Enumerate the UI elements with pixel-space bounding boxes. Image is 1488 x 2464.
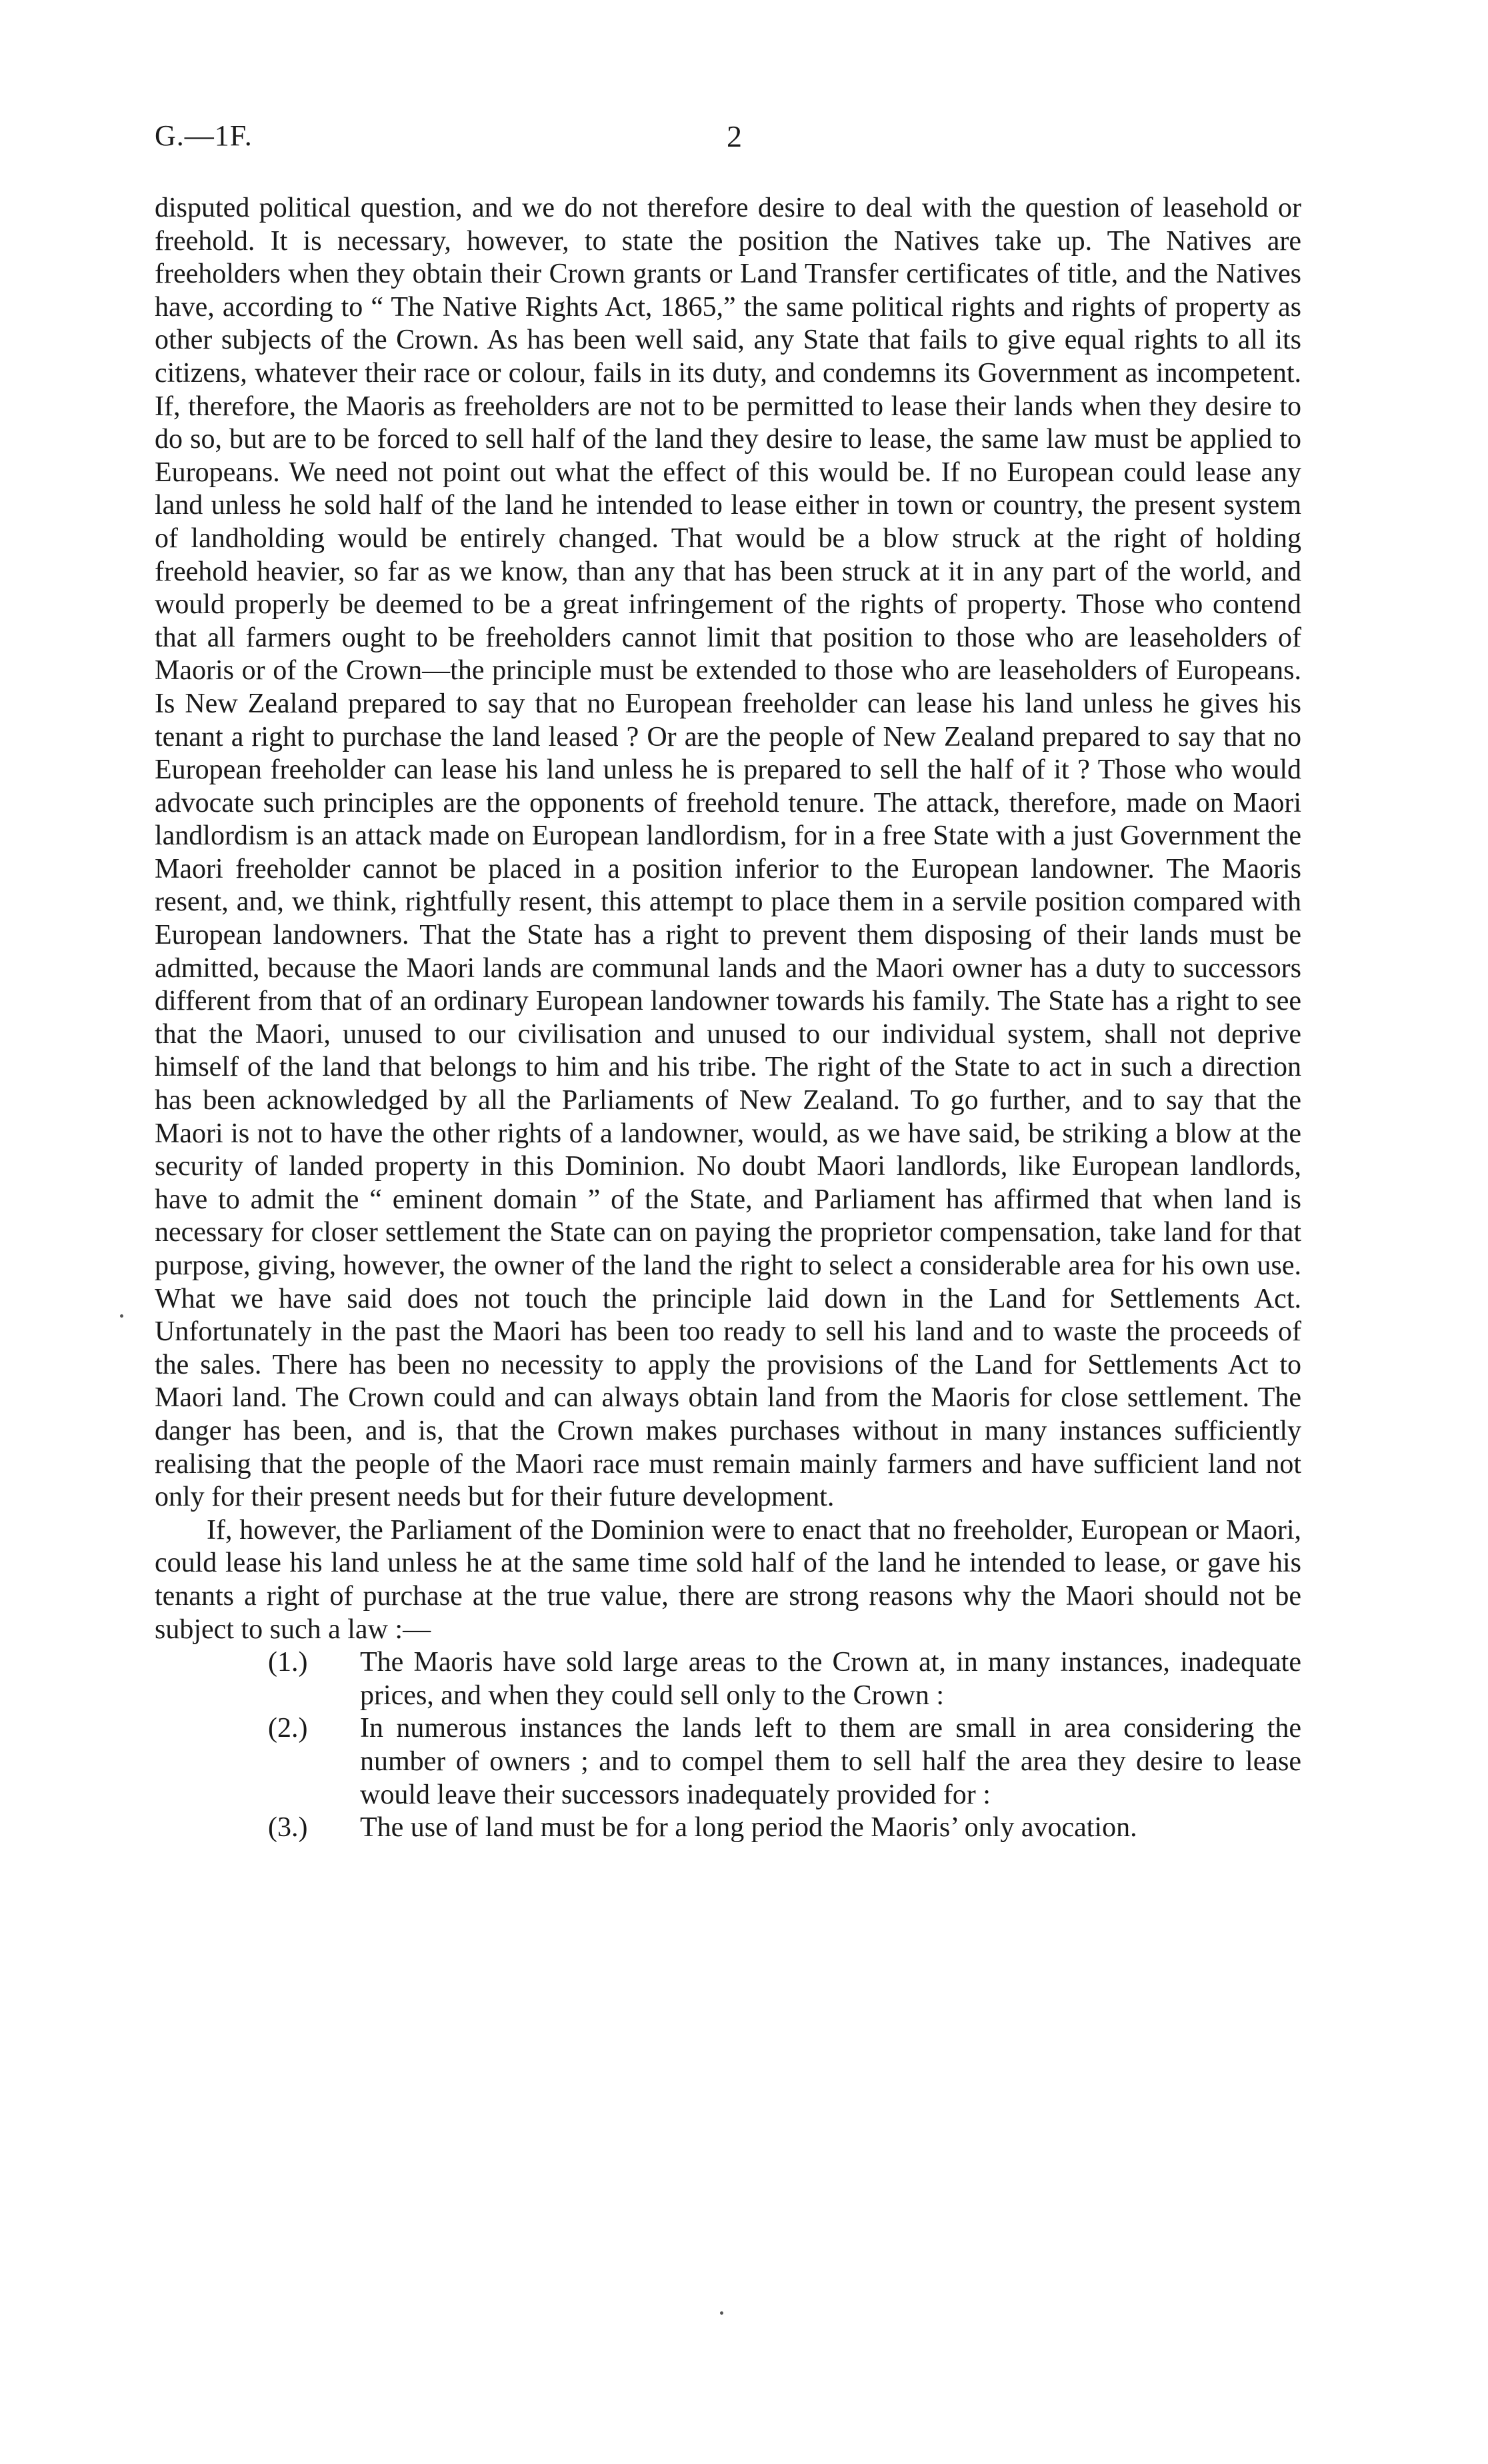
list-item (155, 1712, 1301, 1812)
list-item-text: The Maoris have sold large areas to the Crown at, in many instances, inadequate prices, and when they could sell only to the Crown : (360, 1647, 1301, 1711)
document-reference: G.—1F. (155, 119, 253, 152)
scan-speck (720, 2311, 723, 2315)
paragraph-continued: disputed political question, and we do not therefore desire to deal with the question of leasehold or freehold. It is necessary, however, to state the position the Natives take up. The Natives are freeholders when they obtain their Crown grants or Land Transfer certificates of title, and the Natives have, according to “ The Native Rights Act, 1865,” the same political rights and rights of property as other subjects of the Crown. As has been well said, any State that fails to give equal rights to all its citizens, whatever their race or colour, fails in its duty, and condemns its Government as incompetent. If, therefore, the Maoris as freeholders are not to be permitted to lease their lands when they desire to do so, but are to be forced to sell half of the land they desire to lease, the same law must be applied to Europeans. We need not point out what the effect of this would be. If no European could lease any land unless he sold half of the land he intended to lease either in town or country, the present system of landholding would be entirely changed. That would be a blow struck at the right of holding freehold heavier, so far as we know, than any that has been struck at it in any part of the world, and would properly be deemed to be a great infringement of the rights of property. Those who contend that all farmers ought to be freeholders cannot limit that position to those who are leaseholders of Maoris or of the Crown—the principle must be extended to those who are leaseholders of Europeans. Is New Zealand prepared to say that no European freeholder can lease his land unless he gives his tenant a right to purchase the land leased ? Or are the people of New Zealand prepared to say that no European freeholder can lease his land unless he is prepared to sell the half of it ? Those who would advocate such principles are the opponents of freehold tenure. The attack, therefore, made on Maori landlordism is an attack made on European landlordism, for in a free State with a just Government the Maori freeholder cannot be placed in a position inferior to the European landowner. The Maoris resent, and, we think, rightfully resent, this attempt to place them in a servile position compared with European landowners. That the State has a right to prevent them disposing of their lands must be admitted, because the Maori lands are communal lands and the Maori owner has a duty to successors different from that of an ordinary European landowner towards his family. The State has a right to see that the Maori, unused to our civilisation and unused to our individual system, shall not deprive himself of the land that belongs to him and his tribe. The right of the State to act in such a direction has been acknowledged by all the Parliaments of New Zealand. To go further, and to say that the Maori is not to have the other rights of a landowner, would, as we have said, be striking a blow at the security of landed property in this Dominion. No doubt Maori landlords, like European landlords, have to admit the “ eminent domain ” of the State, and Parliament has affirmed that when land is necessary for closer settlement the State can on paying the proprietor compensation, take land for that purpose, giving, however, the owner of the land the right to select a considerable area for his own use. What we have said does not touch the principle laid down in the Land for Settlements Act. Unfortunately in the past the Maori has been too ready to sell his land and to waste the proceeds of the sales. There has been no necessity to apply the provisions of the Land for Settlements Act to Maori land. The Crown could and can always obtain land from the Maoris for close settlement. The danger has been, and is, that the Crown makes purchases without in many instances sufficiently realising that the people of the Maori race must remain mainly farmers and have sufficient land not only for their present needs but for their future development. (155, 193, 1301, 1513)
page-number: 2 (727, 119, 742, 153)
list-item (155, 1812, 1301, 1845)
paragraph: If, however, the Parliament of the Dominion were to enact that no freeholder, European or Maori, could lease his land unless he at the same time sold half of the land he intended to lease, or gave his tenants a right of purchase at the true value, there are strong reasons why the Maori should not be subject to such a law :— (155, 1514, 1301, 1645)
list-item-text: The use of land must be for a long period the Maoris’ only avocation. (360, 1812, 1137, 1844)
list-item (155, 1646, 1301, 1712)
reasons-list (155, 1646, 1301, 1845)
scan-speck (120, 1314, 123, 1318)
page-header (155, 119, 1301, 165)
list-marker: (2.) (268, 1713, 308, 1744)
list-marker: (3.) (268, 1812, 308, 1844)
list-item-text: In numerous instances the lands left to them are small in area considering the number of owners ; and to compel them to sell half the area they desire to lease would leave their successors inadequately provided for : (360, 1713, 1301, 1810)
body-text (155, 192, 1301, 1845)
list-marker: (1.) (268, 1647, 308, 1678)
